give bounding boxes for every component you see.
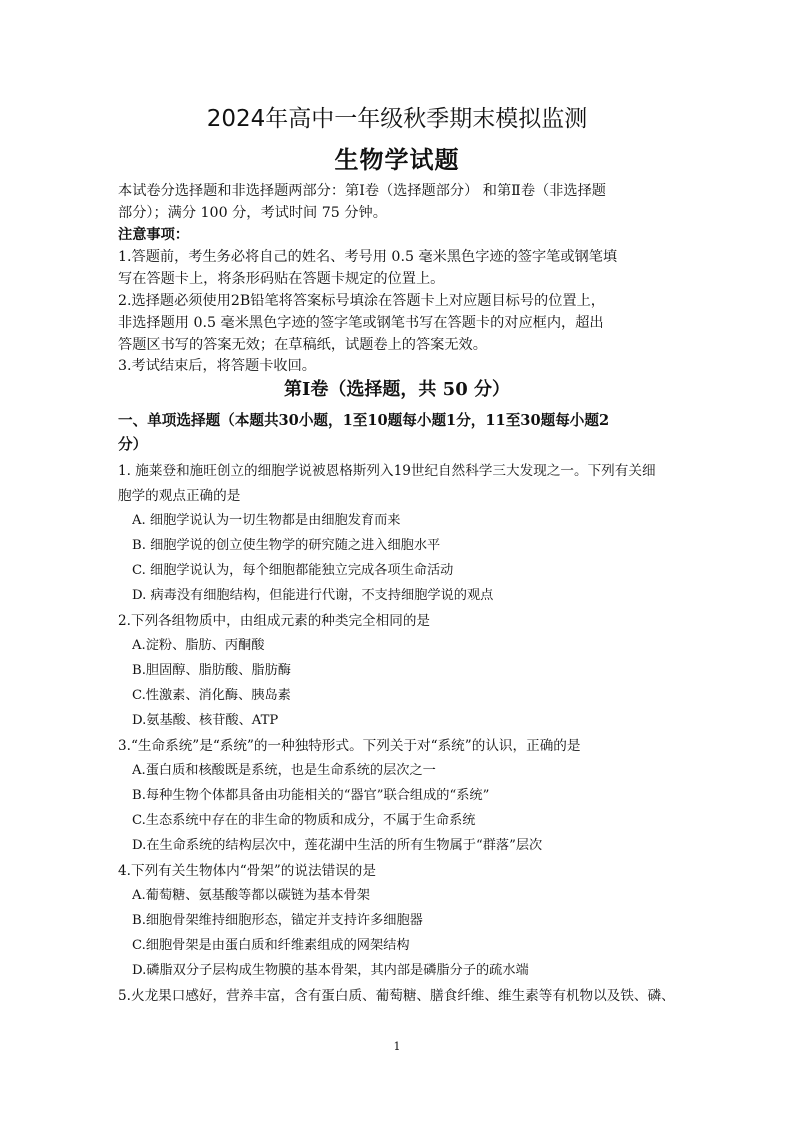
notice-line: 写在答题卡上，将条形码贴在答题卡规定的位置上。 xyxy=(118,271,445,287)
intro-line: 部分）；满分 100 分，考试时间 75 分钟。 xyxy=(118,205,387,221)
question-option: B.胆固醇、脂肪酸、脂肪酶 xyxy=(132,663,291,678)
question-option: D.磷脂双分子层构成生物膜的基本骨架，其内部是磷脂分子的疏水端 xyxy=(132,963,529,978)
question-option: B.细胞骨架维持细胞形态，锚定并支持许多细胞器 xyxy=(132,913,423,928)
notice-line: 1.答题前，考生务必将自己的姓名、考号用 0.5 毫米黑色字迹的签字笔或钢笔填 xyxy=(118,249,618,265)
question-stem: 1. 施莱登和施旺创立的细胞学说被恩格斯列入19世纪自然科学三大发现之一。下列有关细 xyxy=(118,463,656,479)
exam-title: 2024年高中一年级秋季期末模拟监测 xyxy=(206,106,588,132)
notice-line: 2.选择题必须使用2B铅笔将答案标号填涂在答题卡上对应题目标号的位置上， xyxy=(118,293,605,309)
question-stem: 胞学的观点正确的是 xyxy=(118,488,241,504)
question-option: B.每种生物个体都具备由功能相关的“器官”联合组成的“系统” xyxy=(132,788,490,803)
question-option: C.性激素、消化酶、胰岛素 xyxy=(132,688,291,703)
question-option: A.淀粉、脂肪、丙酮酸 xyxy=(132,638,265,653)
question-option: D.在生命系统的结构层次中，莲花湖中生活的所有生物属于“群落”层次 xyxy=(132,838,543,853)
page-number: 1 xyxy=(393,1040,401,1053)
question-stem: 4.下列有关生物体内“骨架”的说法错误的是 xyxy=(118,863,376,879)
question-option: D. 病毒没有细胞结构，但能进行代谢，不支持细胞学说的观点 xyxy=(132,588,494,603)
notice-heading: 注意事项： xyxy=(118,227,189,243)
intro-line: 本试卷分选择题和非选择题两部分：第Ⅰ卷（选择题部分） 和第Ⅱ卷（非选择题 xyxy=(118,183,606,199)
question-option: C.细胞骨架是由蛋白质和纤维素组成的网架结构 xyxy=(132,938,410,953)
question-option: A.葡萄糖、氨基酸等都以碳链为基本骨架 xyxy=(132,888,370,903)
question-option: D.氨基酸、核苷酸、ATP xyxy=(132,713,279,728)
question-option: C. 细胞学说认为，每个细胞都能独立完成各项生命活动 xyxy=(132,563,454,578)
question-stem: 3.“生命系统”是“系统”的一种独特形式。下列关于对“系统”的认识，正确的是 xyxy=(118,738,581,754)
part-heading: 一、单项选择题（本题共30小题，1至10题每小题1分，11至30题每小题2 xyxy=(118,412,610,429)
section-title: 第Ⅰ卷（选择题，共 50 分） xyxy=(283,379,510,400)
question-option: C.生态系统中存在的非生命的物质和成分，不属于生命系统 xyxy=(132,813,476,828)
question-option: B. 细胞学说的创立使生物学的研究随之进入细胞水平 xyxy=(132,538,441,553)
notice-line: 非选择题用 0.5 毫米黑色字迹的签字笔或钢笔书写在答题卡的对应框内，超出 xyxy=(118,315,604,331)
question-stem: 2.下列各组物质中，由组成元素的种类完全相同的是 xyxy=(118,613,431,629)
part-heading: 分） xyxy=(118,436,148,453)
exam-subtitle: 生物学试题 xyxy=(334,145,460,174)
notice-line: 答题区书写的答案无效；在草稿纸，试题卷上的答案无效。 xyxy=(118,337,487,353)
question-option: A. 细胞学说认为一切生物都是由细胞发育而来 xyxy=(132,513,401,528)
question-option: A.蛋白质和核酸既是系统，也是生命系统的层次之一 xyxy=(132,763,436,778)
notice-line: 3.考试结束后，将答题卡收回。 xyxy=(118,358,316,374)
question-stem: 5.火龙果口感好，营养丰富，含有蛋白质、葡萄糖、膳食纤维、维生素等有机物以及铁、磷、 xyxy=(118,988,675,1004)
